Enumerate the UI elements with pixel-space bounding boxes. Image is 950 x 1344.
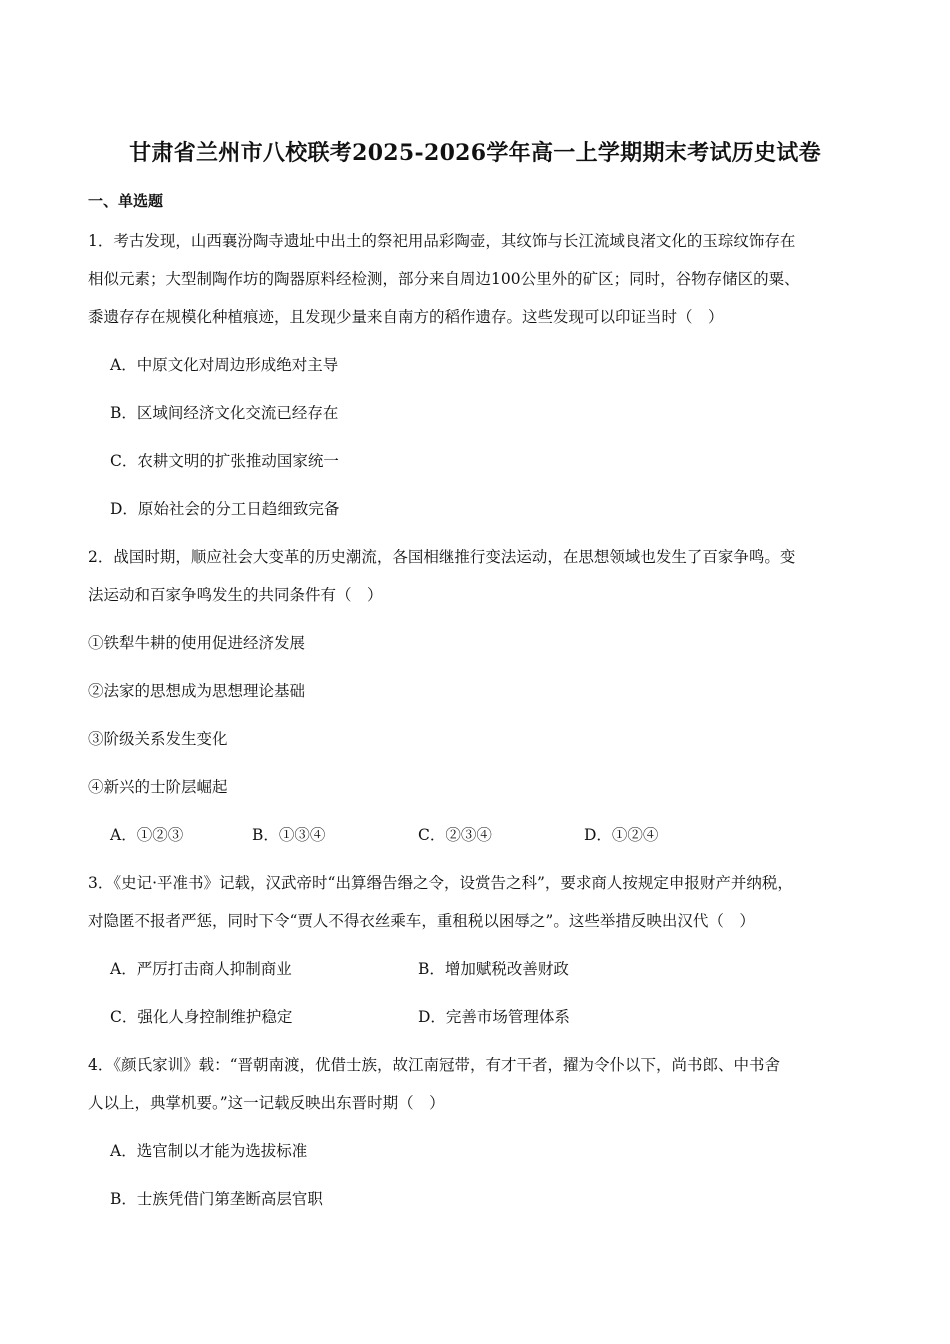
question-3-option-b: B．增加赋税改善财政 [418, 960, 569, 978]
question-1-option-d: D．原始社会的分工日趋细致完备 [110, 500, 340, 518]
question-4-line-2: 人以上，典掌机要。”这一记载反映出东晋时期（ ） [88, 1094, 445, 1112]
question-2-option-a: A．①②③ [110, 826, 184, 844]
question-1-option-c: C．农耕文明的扩张推动国家统一 [110, 452, 339, 470]
question-2-statement-4: ④新兴的士阶层崛起 [88, 778, 228, 796]
question-1-line-3: 黍遗存存在规模化种植痕迹，且发现少量来自南方的稻作遗存。这些发现可以印证当时（ ） [88, 308, 724, 326]
question-3-line-2: 对隐匿不报者严惩，同时下令“贾人不得衣丝乘车，重租税以困辱之”。这些举措反映出汉代（ ） [88, 912, 755, 930]
question-2-option-c: C．②③④ [418, 826, 492, 844]
question-3-option-d: D．完善市场管理体系 [418, 1008, 570, 1026]
exam-title: 甘肃省兰州市八校联考2025-2026学年高一上学期期末考试历史试卷 [129, 140, 821, 166]
question-4-option-b: B．士族凭借门第垄断高层官职 [110, 1190, 323, 1208]
question-2-line-2: 法运动和百家争鸣发生的共同条件有（ ） [88, 586, 383, 604]
question-1-line-1: 1．考古发现，山西襄汾陶寺遗址中出土的祭祀用品彩陶壶，其纹饰与长江流域良渚文化的玉琮纹饰存在 [88, 232, 796, 250]
question-1-option-a: A．中原文化对周边形成绝对主导 [110, 356, 339, 374]
question-3-line-1: 3．《史记·平准书》记载，汉武帝时“出算缗告缗之令，设赏告之科”，要求商人按规定申报财产并纳税， [88, 874, 793, 892]
question-2-option-d: D．①②④ [584, 826, 659, 844]
question-2-option-b: B．①③④ [252, 826, 326, 844]
question-2-line-1: 2．战国时期，顺应社会大变革的历史潮流，各国相继推行变法运动，在思想领域也发生了百家争鸣。变 [88, 548, 796, 566]
question-4-line-1: 4．《颜氏家训》载：“晋朝南渡，优借士族，故江南冠带，有才干者，擢为令仆以下，尚书郎、中书舍 [88, 1056, 781, 1074]
question-3-option-c: C．强化人身控制维护稳定 [110, 1008, 293, 1026]
question-4-option-a: A．选官制以才能为选拔标准 [110, 1142, 308, 1160]
question-1-line-2: 相似元素；大型制陶作坊的陶器原料经检测，部分来自周边100公里外的矿区；同时，谷物存储区的粟、 [88, 270, 800, 288]
question-2-statement-1: ①铁犁牛耕的使用促进经济发展 [88, 634, 306, 652]
question-2-statement-2: ②法家的思想成为思想理论基础 [88, 682, 306, 700]
question-3-option-a: A．严厉打击商人抑制商业 [110, 960, 292, 978]
question-2-statement-3: ③阶级关系发生变化 [88, 730, 228, 748]
question-1-option-b: B．区域间经济文化交流已经存在 [110, 404, 339, 422]
section-heading: 一、单选题 [88, 192, 164, 210]
